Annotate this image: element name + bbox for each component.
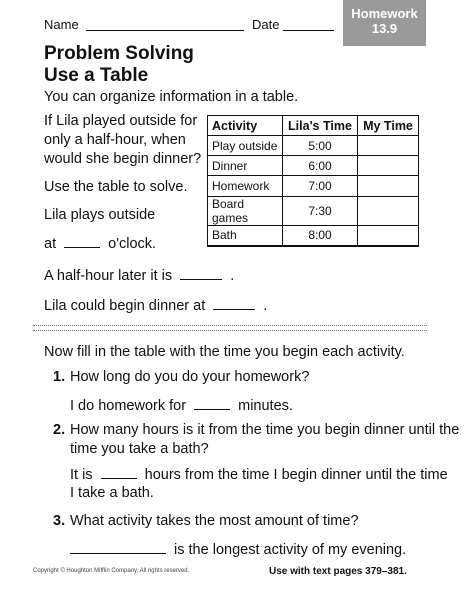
half-hour-line	[44, 266, 234, 286]
half-hour-suffix: .	[230, 268, 235, 285]
question-text	[44, 112, 201, 169]
lila-time-cell: 8:00	[283, 225, 358, 246]
page-title	[44, 43, 194, 87]
intro-text: You can organize information in a table.	[44, 89, 299, 105]
q1-number: 1.	[53, 369, 66, 385]
at-clock-line	[44, 234, 156, 254]
activity-cell: Board games	[208, 196, 283, 225]
activity-cell: Dinner	[208, 156, 283, 176]
q2-line-1: How many hours is it from the time you begin dinner until the	[70, 422, 460, 438]
q2-text	[70, 421, 459, 459]
dinner-line	[44, 296, 267, 316]
activity-cell: Homework	[208, 176, 283, 196]
question-line-1: If Lila played outside for	[44, 113, 198, 129]
q2-number: 2.	[53, 422, 66, 438]
at-suffix: o'clock.	[108, 236, 157, 253]
table-row	[208, 196, 419, 225]
q1-answer-suffix: minutes.	[238, 398, 293, 415]
q3-answer-line	[70, 540, 406, 560]
q2-answer-prefix: It is	[70, 467, 93, 484]
q2-answer-line-2: I take a bath.	[70, 485, 154, 501]
section-divider	[33, 325, 427, 331]
dinner-prefix: Lila could begin dinner at	[44, 298, 206, 315]
table-header-row	[208, 116, 419, 136]
table-row	[208, 156, 419, 176]
table-row	[208, 176, 419, 196]
table-row	[208, 136, 419, 156]
answer-blank-q1[interactable]	[194, 396, 230, 410]
answer-blank-clock[interactable]	[64, 234, 100, 248]
lila-plays-text: Lila plays outside	[44, 207, 156, 223]
my-time-cell[interactable]	[358, 196, 419, 225]
q2-answer-line	[70, 465, 448, 485]
use-table-text: Use the table to solve.	[44, 179, 188, 195]
title-line-2: Use a Table	[44, 65, 149, 86]
copyright-text: Copyright © Houghton Mifflin Company. All rights reserved.	[33, 568, 190, 574]
instructions-text: Now fill in the table with the time you begin each activity.	[44, 344, 405, 360]
q3-number: 3.	[53, 513, 66, 529]
q1-text: How long do you do your homework?	[70, 369, 310, 385]
date-label: Date	[252, 17, 280, 32]
lila-time-cell: 6:00	[283, 156, 358, 176]
dinner-suffix: .	[263, 298, 268, 315]
answer-blank-dinner[interactable]	[213, 296, 255, 310]
col-header-my-time: My Time	[358, 116, 419, 136]
col-header-activity: Activity	[208, 116, 283, 136]
q2-line-2: time you take a bath?	[70, 441, 209, 457]
title-line-1: Problem Solving	[44, 43, 194, 64]
question-line-2: only a half-hour, when	[44, 132, 186, 148]
my-time-cell[interactable]	[358, 136, 419, 156]
q2-answer-suffix: hours from the time I begin dinner until the time	[144, 467, 448, 484]
answer-blank-q3[interactable]	[70, 540, 166, 554]
lila-time-cell: 5:00	[283, 136, 358, 156]
col-header-lilas-time: Lila's Time	[283, 116, 358, 136]
badge-title: Homework	[351, 6, 418, 21]
answer-blank-q2[interactable]	[101, 465, 137, 479]
lila-time-cell: 7:30	[283, 196, 358, 225]
table-row	[208, 225, 419, 246]
activity-table	[207, 115, 419, 247]
at-prefix: at	[44, 236, 57, 253]
q1-answer-prefix: I do homework for	[70, 398, 187, 415]
my-time-cell[interactable]	[358, 156, 419, 176]
my-time-cell[interactable]	[358, 176, 419, 196]
lila-time-cell: 7:00	[283, 176, 358, 196]
q1-answer-line	[70, 396, 293, 416]
badge-number: 13.9	[371, 21, 398, 36]
homework-badge	[343, 0, 426, 46]
q3-text: What activity takes the most amount of time?	[70, 513, 359, 529]
date-field[interactable]	[283, 30, 334, 31]
activity-cell: Play outside	[208, 136, 283, 156]
answer-blank-half-hour[interactable]	[180, 266, 222, 280]
my-time-cell[interactable]	[358, 225, 419, 246]
question-line-3: would she begin dinner?	[44, 151, 202, 167]
use-with-text: Use with text pages 379–381.	[269, 566, 407, 577]
name-label: Name	[44, 17, 79, 32]
q3-answer-suffix: is the longest activity of my evening.	[174, 542, 407, 559]
half-hour-prefix: A half-hour later it is	[44, 268, 173, 285]
name-field[interactable]	[86, 30, 244, 31]
activity-cell: Bath	[208, 225, 283, 246]
